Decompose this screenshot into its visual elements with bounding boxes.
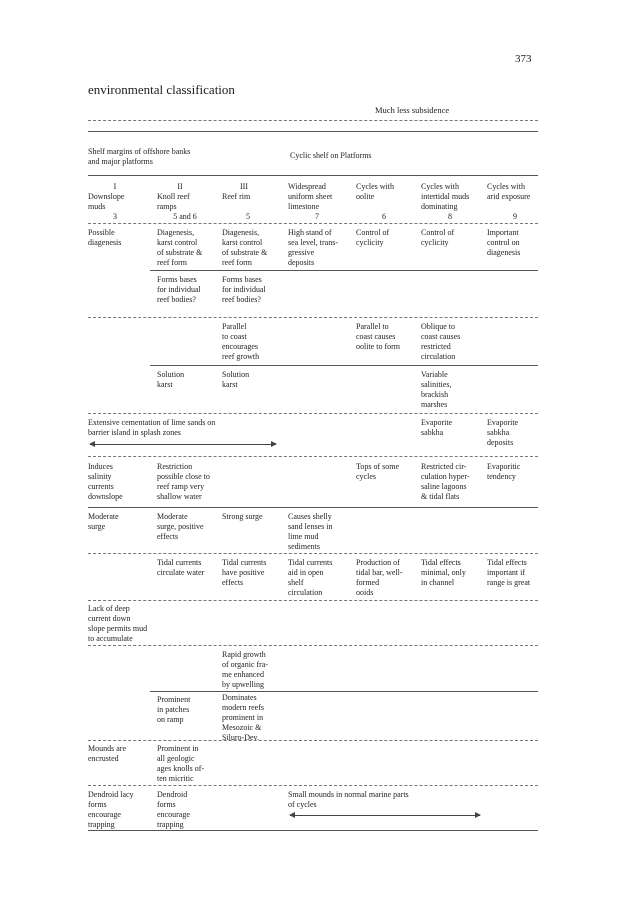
group-header-shelf-margins: Shelf margins of offshore banks and major platforms <box>88 147 191 166</box>
cell-diagenesis-rim: Diagenesis, karst control of substrate & reef form <box>222 228 268 267</box>
cell-tidal-open-shelf: Tidal currents aid in open shelf circulation <box>288 558 333 597</box>
rule-top <box>88 131 538 132</box>
cell-tidal-minimal: Tidal effects minimal, only in channel <box>421 558 466 587</box>
column-name-downslope-muds: Downslope muds <box>88 192 125 211</box>
column-name-knoll-reef-ramps: Knoll reef ramps <box>157 192 190 211</box>
cell-important-control: Important control on diagenesis <box>487 228 521 257</box>
subsidence-label: Much less subsidence <box>375 105 450 115</box>
column-name-reef-rim: Reef rim <box>222 192 251 201</box>
cell-variable-salinities: Variable salinities, brackish marshes <box>421 370 452 409</box>
rule-header-bottom <box>88 223 538 224</box>
rule-row-6 <box>88 507 538 508</box>
span-arrow-small-mounds <box>290 815 480 816</box>
cell-induces-salinity: Induces salinity currents downslope <box>88 462 123 501</box>
cell-diagenesis-knoll: Diagenesis, karst control of substrate & reef form <box>157 228 203 267</box>
cell-forms-bases-knoll: Forms bases for individual reef bodies? <box>157 275 201 304</box>
rule-row-5 <box>88 456 538 457</box>
rule-row-11 <box>88 740 538 741</box>
rule-group <box>88 175 538 176</box>
column-number-7: 9 <box>513 212 517 221</box>
arrow-left-icon <box>289 812 295 818</box>
cell-moderate-surge-positive: Moderate surge, positive effects <box>157 512 204 541</box>
rule-row-12 <box>88 785 538 786</box>
cell-dendroid-lacy: Dendroid lacy forms encourage trapping <box>88 790 134 829</box>
cell-dendroid-forms: Dendroid forms encourage trapping <box>157 790 190 829</box>
column-roman-2: II <box>177 182 183 191</box>
rule-row-2 <box>88 317 538 318</box>
page-number: 373 <box>515 53 532 65</box>
rule-row-7 <box>88 553 538 554</box>
span-arrow-cementation <box>90 444 276 445</box>
column-roman-3: III <box>240 182 248 191</box>
cell-tidal-positive: Tidal currents have positive effects <box>222 558 267 587</box>
column-number-6: 8 <box>448 212 452 221</box>
column-number-4: 7 <box>315 212 319 221</box>
cell-rapid-growth: Rapid growth of organic fra- me enhanced by upwelling <box>222 650 269 689</box>
column-name-cycles-intertidal: Cycles with intertidal muds dominating <box>421 182 470 211</box>
rule-row-1 <box>150 270 538 271</box>
rule-dashed-top <box>88 120 538 121</box>
arrow-right-icon <box>271 441 277 447</box>
rule-row-10 <box>150 691 538 692</box>
cell-solution-karst-knoll: Solution karst <box>157 370 185 389</box>
cell-shelly-sand: Causes shelly sand lenses in lime mud sediments <box>288 512 333 551</box>
cell-strong-surge: Strong surge <box>222 512 263 521</box>
column-roman-1: I <box>113 182 117 191</box>
cell-lack-deep-current: Lack of deep current down slope permits mud to accumulate <box>88 604 148 643</box>
cell-tidal-circulate: Tidal currents circulate water <box>157 558 205 577</box>
cell-forms-bases-rim: Forms bases for individual reef bodies? <box>222 275 266 304</box>
cell-moderate-surge: Moderate surge <box>88 512 119 531</box>
rule-row-8 <box>88 600 538 601</box>
cell-extensive-cementation: Extensive cementation of lime sands on barrier island in splash zones <box>88 418 216 437</box>
cell-possible-diagenesis: Possible diagenesis <box>88 228 122 247</box>
column-name-widespread-sheet: Widespread uniform sheet limestone <box>288 182 333 211</box>
cell-control-cyclicity-intertidal: Control of cyclicity <box>421 228 455 247</box>
cell-dominates-modern-reefs: Dominates modern reefs prominent in Mesozoic & Siluro-Dev. <box>222 693 264 742</box>
cell-evaporite-sabkha-deposits: Evaporite sabkha deposits <box>487 418 519 447</box>
cell-restricted-circulation: Restricted cir- culation hyper- saline lagoons & tidal flats <box>421 462 470 501</box>
column-name-cycles-oolite: Cycles with oolite <box>356 182 394 201</box>
column-number-1: 3 <box>113 212 117 221</box>
cell-mounds-encrusted: Mounds are encrusted <box>88 744 126 763</box>
column-number-2: 5 and 6 <box>173 212 197 221</box>
cell-tops-of-cycles: Tops of some cycles <box>356 462 399 481</box>
cell-high-stand: High stand of sea level, trans- gressive deposits <box>288 228 338 267</box>
cell-evaporitic-tendency: Evaporitic tendency <box>487 462 521 481</box>
cell-prominent-all-ages: Prominent in all geologic ages knolls of- ten micritic <box>157 744 205 783</box>
cell-oblique: Oblique to coast causes restricted circulation <box>421 322 461 361</box>
cell-control-cyclicity-oolite: Control of cyclicity <box>356 228 390 247</box>
rule-row-4 <box>88 413 538 414</box>
column-number-3: 5 <box>246 212 250 221</box>
cell-small-mounds: Small mounds in normal marine parts of cycles <box>288 790 409 809</box>
cell-solution-karst-rim: Solution karst <box>222 370 250 389</box>
arrow-left-icon <box>89 441 95 447</box>
column-number-5: 6 <box>382 212 386 221</box>
cell-parallel-reef: Parallel to coast encourages reef growth <box>222 322 260 361</box>
cell-tidal-important: Tidal effects important if range is great <box>487 558 531 587</box>
rule-row-9 <box>88 645 538 646</box>
column-name-cycles-arid: Cycles with arid exposure <box>487 182 531 201</box>
cell-parallel-oolite: Parallel to coast causes oolite to form <box>356 322 400 351</box>
section-heading: environmental classification <box>88 82 235 97</box>
cell-evaporite-sabkha: Evaporite sabkha <box>421 418 453 437</box>
cell-prominent-patches: Prominent in patches on ramp <box>157 695 191 724</box>
rule-row-3 <box>150 365 538 366</box>
group-header-cyclic-shelf: Cyclic shelf on Platforms <box>290 151 372 160</box>
arrow-right-icon <box>475 812 481 818</box>
rule-bottom <box>88 830 538 831</box>
cell-tidal-bar: Production of tidal bar, well- formed ooids <box>356 558 403 597</box>
cell-restriction-possible: Restriction possible close to reef ramp very shallow water <box>157 462 210 501</box>
